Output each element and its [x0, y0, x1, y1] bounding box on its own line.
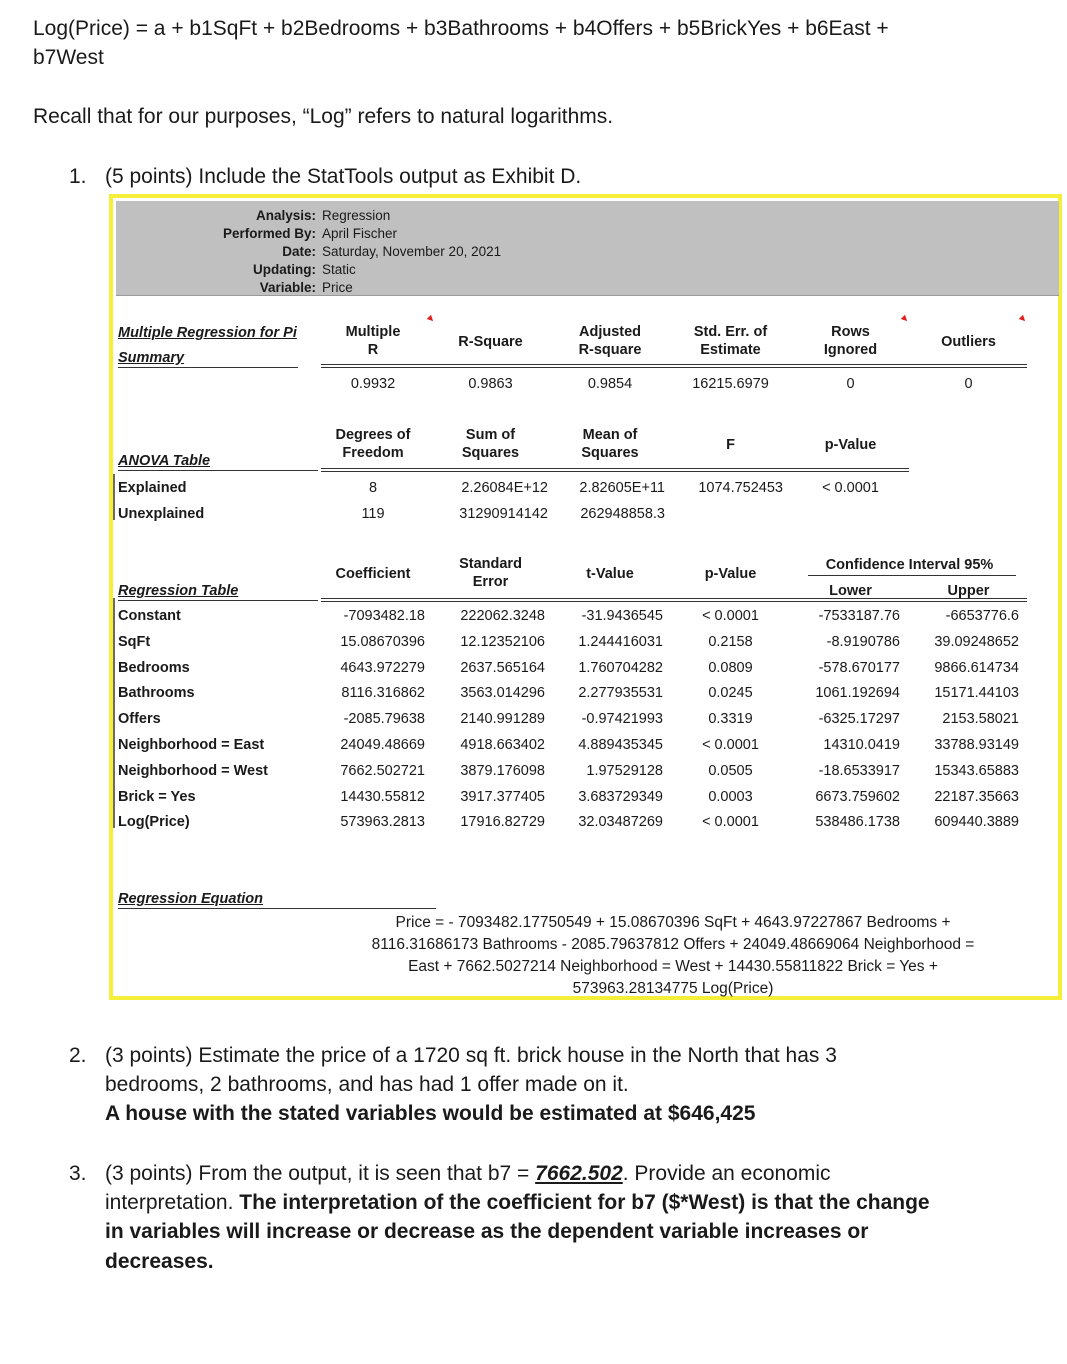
- rows-ignored-header: [803, 323, 898, 359]
- anova-row-label: Explained: [118, 480, 187, 496]
- regression-row-label: Brick = Yes: [118, 789, 196, 805]
- anova-title: ANOVA Table: [118, 453, 211, 469]
- left-marker-anova: [113, 474, 115, 520]
- regression-row-label: Neighborhood = East: [118, 737, 265, 753]
- question-3-answer-line-4: decreases.: [105, 1250, 214, 1273]
- anova-ss: 31290914142: [459, 506, 548, 522]
- ci-lower-cell: -7533187.76: [818, 608, 900, 624]
- equation-line-1: Price = - 7093482.17750549 + 15.08670396 SqFt + 4643.97227867 Bedrooms +: [395, 914, 951, 931]
- ci-lower-header: Lower: [829, 583, 872, 599]
- se-header-l1: Standard: [459, 556, 522, 572]
- anova-p-header: p-Value: [824, 437, 877, 453]
- p-cell: < 0.0001: [702, 608, 759, 624]
- p-cell: 0.0809: [708, 660, 753, 676]
- coef-cell: -2085.79638: [343, 711, 425, 727]
- question-3-line-1-post: . Provide an economic: [622, 1162, 831, 1185]
- se-cell: 12.12352106: [460, 634, 545, 650]
- regression-row-label: Log(Price): [118, 814, 190, 830]
- regression-row-label: Offers: [118, 711, 161, 727]
- t-cell: 2.277935531: [578, 685, 663, 701]
- question-2-line-2: bedrooms, 2 bathrooms, and has had 1 offer made on it.: [105, 1073, 629, 1096]
- coef-cell: 573963.2813: [340, 814, 425, 830]
- t-cell: -31.9436545: [581, 608, 663, 624]
- reg-p-header: p-Value: [704, 566, 757, 582]
- outliers-value: 0: [964, 376, 973, 392]
- date-value: Saturday, November 20, 2021: [322, 244, 502, 259]
- equation-title: Regression Equation: [118, 891, 264, 907]
- ms-header-l2: Squares: [581, 445, 639, 461]
- anova-f: 1074.752453: [698, 480, 783, 496]
- t-header: t-Value: [586, 566, 634, 582]
- question-3-number: 3.: [69, 1162, 87, 1185]
- p-cell: < 0.0001: [702, 737, 759, 753]
- updating-value: Static: [322, 262, 356, 277]
- ci-upper-cell: 2153.58021: [942, 711, 1019, 727]
- se-cell: 3879.176098: [460, 763, 545, 779]
- equation-line-4: 573963.28134775 Log(Price): [572, 980, 774, 997]
- p-cell: 0.3319: [708, 711, 753, 727]
- comment-marker: [1019, 315, 1027, 323]
- t-cell: 1.97529128: [586, 763, 663, 779]
- ci-upper-cell: 33788.93149: [934, 737, 1019, 753]
- question-3-answer-start: The interpretation of the coefficient for b7 ($*West) is that the change: [239, 1191, 930, 1214]
- coef-cell: 15.08670396: [340, 634, 425, 650]
- summary-subtitle: Summary: [118, 350, 185, 366]
- ci-lower-cell: 1061.192694: [815, 685, 900, 701]
- regression-row-label: Bedrooms: [118, 660, 190, 676]
- equation-underline: [118, 908, 436, 909]
- stattools-exhibit: [109, 194, 1062, 1000]
- ci-lower-cell: -6325.17297: [818, 711, 900, 727]
- p-cell: 0.0505: [708, 763, 753, 779]
- ci-upper-cell: 15343.65883: [934, 763, 1019, 779]
- adjusted-r-value: 0.9854: [587, 376, 633, 392]
- stattools-header: [116, 201, 1059, 296]
- std-err-value: 16215.6979: [692, 376, 769, 392]
- regression-row-label: Bathrooms: [118, 685, 195, 701]
- question-3-line-1-pre: (3 points) From the output, it is seen that b7 =: [105, 1162, 536, 1185]
- summary-underline: [118, 367, 298, 368]
- adjusted-r-header: [560, 323, 660, 359]
- anova-header-rule: [321, 468, 909, 472]
- se-cell: 2637.565164: [460, 660, 545, 676]
- ci-upper-cell: 22187.35663: [934, 789, 1019, 805]
- ci-upper-cell: 39.09248652: [934, 634, 1019, 650]
- question-1-text: (5 points) Include the StatTools output as Exhibit D.: [105, 165, 582, 188]
- multiple-r-header: [328, 323, 418, 359]
- date-label: Date:: [282, 244, 316, 259]
- anova-row-label: Unexplained: [118, 506, 205, 522]
- se-cell: 3917.377405: [460, 789, 545, 805]
- question-3-line-2-pre: interpretation.: [105, 1191, 240, 1214]
- adjusted-r-header-l1: Adjusted: [578, 324, 642, 340]
- question-2-number: 2.: [69, 1044, 87, 1067]
- anova-df: 8: [368, 480, 378, 496]
- multiple-r-header-l2: R: [367, 342, 379, 358]
- regression-row-label: Neighborhood = West: [118, 763, 268, 779]
- rows-ignored-header-l2: Ignored: [823, 342, 878, 358]
- left-marker-regression: [113, 598, 115, 828]
- ci-upper-cell: 9866.614734: [934, 660, 1019, 676]
- coef-cell: -7093482.18: [343, 608, 425, 624]
- coef-cell: 14430.55812: [340, 789, 425, 805]
- anova-ss: 2.26084E+12: [461, 480, 548, 496]
- ci-upper-cell: 15171.44103: [934, 685, 1019, 701]
- ci-upper-cell: 609440.3889: [934, 814, 1019, 830]
- comment-marker: [901, 315, 909, 323]
- ci-lower-cell: 538486.1738: [815, 814, 900, 830]
- outliers-header: Outliers: [941, 334, 996, 350]
- r-square-header: R-Square: [458, 334, 523, 350]
- question-2-answer: A house with the stated variables would be estimated at $646,425: [105, 1102, 756, 1125]
- se-header: [443, 555, 538, 591]
- rows-ignored-value: 0: [846, 376, 855, 392]
- model-equation-line-1: Log(Price) = a + b1SqFt + b2Bedrooms + b3Bathrooms + b4Offers + b5BrickYes + b6East +: [33, 17, 889, 40]
- ci-lower-cell: -578.670177: [818, 660, 900, 676]
- se-cell: 222062.3248: [460, 608, 545, 624]
- std-err-header-l2: Estimate: [700, 342, 761, 358]
- p-cell: 0.0003: [708, 789, 753, 805]
- ms-header-l1: Mean of: [582, 427, 638, 443]
- ci-lower-cell: -18.6533917: [818, 763, 900, 779]
- r-square-value: 0.9863: [468, 376, 513, 392]
- ci-lower-cell: 6673.759602: [815, 789, 900, 805]
- equation-line-3: East + 7662.5027214 Neighborhood = West + 14430.55811822 Brick = Yes +: [408, 958, 938, 975]
- anova-p: < 0.0001: [822, 480, 879, 496]
- df-header-l1: Degrees of: [335, 427, 411, 443]
- multiple-r-value: 0.9932: [350, 376, 396, 392]
- f-header: F: [726, 437, 735, 453]
- coef-cell: 8116.316862: [341, 685, 425, 701]
- anova-ms: 262948858.3: [580, 506, 665, 522]
- ci-header: Confidence Interval 95%: [825, 557, 994, 573]
- se-header-l2: Error: [472, 574, 509, 590]
- ms-header: [560, 426, 660, 462]
- std-err-header: [673, 323, 788, 359]
- std-err-header-l1: Std. Err. of: [693, 324, 768, 340]
- se-cell: 3563.014296: [460, 685, 545, 701]
- ci-lower-cell: -8.9190786: [826, 634, 900, 650]
- anova-df: 119: [361, 506, 385, 522]
- coef-cell: 24049.48669: [340, 737, 425, 753]
- question-3-answer-line-3: in variables will increase or decrease as the dependent variable increases or: [105, 1220, 869, 1243]
- t-cell: 3.683729349: [578, 789, 663, 805]
- ci-upper-cell: -6653776.6: [945, 608, 1019, 624]
- t-cell: 1.244416031: [578, 634, 663, 650]
- coef-cell: 7662.502721: [340, 763, 425, 779]
- equation-line-2: 8116.31686173 Bathrooms - 2085.79637812 Offers + 24049.48669064 Neighborhood =: [371, 936, 975, 953]
- se-cell: 2140.991289: [460, 711, 545, 727]
- regression-row-label: Constant: [118, 608, 181, 624]
- analysis-value: Regression: [322, 208, 391, 223]
- summary-header-rule: [321, 364, 1027, 368]
- question-3-line-1: [105, 1159, 831, 1188]
- ss-header-l1: Sum of: [465, 427, 516, 443]
- summary-title: Multiple Regression for Pi: [118, 325, 297, 341]
- regression-row-label: SqFt: [118, 634, 151, 650]
- regression-underline: [118, 600, 318, 601]
- performed-by-label: Performed By:: [222, 226, 316, 241]
- performed-by-value: April Fischer: [322, 226, 398, 241]
- rows-ignored-header-l1: Rows: [831, 324, 870, 340]
- t-cell: 1.760704282: [578, 660, 663, 676]
- regression-header-rule: [321, 598, 1027, 602]
- b7-value: 7662.502: [535, 1162, 623, 1185]
- p-cell: 0.2158: [708, 634, 753, 650]
- t-cell: 4.889435345: [578, 737, 663, 753]
- ci-underline: [808, 575, 1016, 576]
- variable-value: Price: [322, 280, 353, 295]
- anova-underline: [118, 470, 318, 471]
- updating-label: Updating:: [253, 262, 316, 277]
- ss-header-l2: Squares: [461, 445, 520, 461]
- recall-note: Recall that for our purposes, “Log” refers to natural logarithms.: [33, 105, 614, 128]
- model-equation-line-2: b7West: [33, 46, 104, 69]
- t-cell: -0.97421993: [581, 711, 663, 727]
- ss-header: [443, 426, 538, 462]
- ci-upper-header: Upper: [947, 583, 990, 599]
- regression-title: Regression Table: [118, 583, 239, 599]
- ci-lower-cell: 14310.0419: [823, 737, 900, 753]
- df-header: [318, 426, 428, 462]
- t-cell: 32.03487269: [578, 814, 663, 830]
- analysis-label: Analysis:: [255, 208, 316, 223]
- question-3-line-2: [105, 1188, 930, 1217]
- p-cell: 0.0245: [708, 685, 753, 701]
- multiple-r-header-l1: Multiple: [345, 324, 401, 340]
- p-cell: < 0.0001: [702, 814, 759, 830]
- coef-header: Coefficient: [335, 566, 411, 582]
- coef-cell: 4643.972279: [340, 660, 425, 676]
- df-header-l2: Freedom: [342, 445, 404, 461]
- anova-ms: 2.82605E+11: [579, 480, 665, 496]
- se-cell: 4918.663402: [460, 737, 545, 753]
- question-1-number: 1.: [69, 165, 87, 188]
- comment-marker: [427, 315, 435, 323]
- adjusted-r-header-l2: R-square: [578, 342, 642, 358]
- variable-label: Variable:: [259, 280, 316, 295]
- question-2-line-1: (3 points) Estimate the price of a 1720 sq ft. brick house in the North that has 3: [105, 1044, 837, 1067]
- se-cell: 17916.82729: [460, 814, 545, 830]
